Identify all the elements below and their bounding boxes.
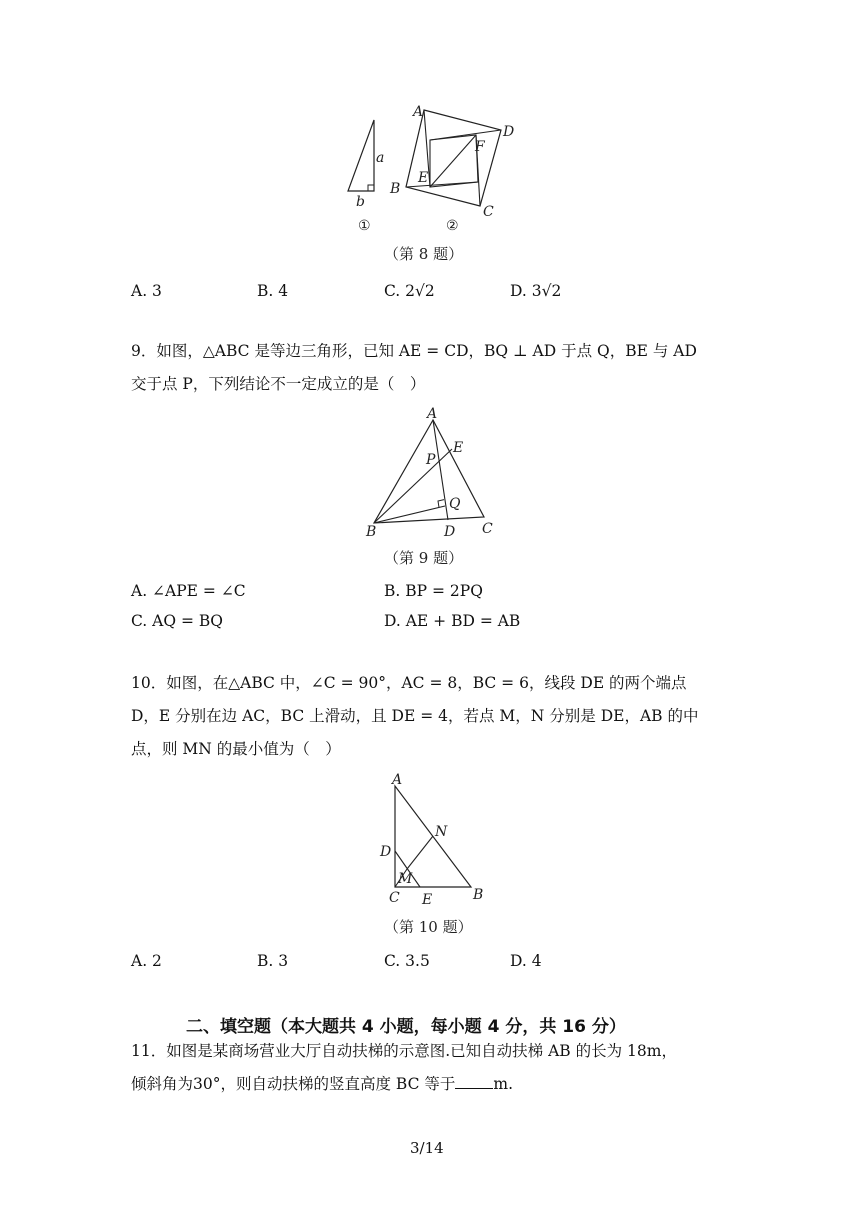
q10-label-M: M [398, 871, 413, 887]
q8-caption: （第 8 题） [384, 245, 464, 263]
q8-option-b: B. 4 [257, 282, 289, 300]
q9-label-B: B [366, 524, 377, 540]
q8-label-A: A [413, 104, 424, 120]
q9-segment-bq [374, 506, 445, 523]
q9-stem-line-1: 9．如图，△ABC 是等边三角形，已知 AE = CD，BQ ⊥ AD 于点 Q，BE 与 AD [131, 342, 697, 360]
q10-label-N: N [435, 824, 448, 840]
q8-marker-1: ① [358, 218, 371, 234]
q9-option-b: B. BP = 2PQ [384, 582, 483, 600]
q9-option-a: A. ∠APE = ∠C [131, 582, 246, 600]
q9-stem-line-2: 交于点 P，下列结论不一定成立的是（ ） [131, 375, 426, 393]
q11-unit: m. [493, 1075, 513, 1093]
q8-option-d: D. 3√2 [510, 282, 562, 300]
q10-label-C: C [389, 890, 400, 906]
q9-label-C: C [482, 521, 493, 537]
q8-option-a: A. 3 [131, 282, 162, 300]
q10-label-D: D [380, 844, 392, 860]
q9-label-D: D [444, 524, 456, 540]
section-2-heading: 二、填空题（本大题共 4 小题，每小题 4 分，共 16 分） [186, 1017, 626, 1037]
q9-label-A: A [427, 406, 438, 422]
q8-label-E: E [418, 170, 429, 186]
q10-option-d: D. 4 [510, 952, 542, 970]
q9-option-d: D. AE + BD = AB [384, 612, 521, 630]
q11-stem-line-1: 11．如图是某商场营业大厅自动扶梯的示意图.已知自动扶梯 AB 的长为 18m， [131, 1042, 677, 1060]
q8-option-c: C. 2√2 [384, 282, 435, 300]
q8-fig1-triangle [348, 120, 374, 191]
q8-fig2-outer-square [406, 110, 501, 206]
q8-label-D: D [503, 124, 515, 140]
q9-caption: （第 9 题） [384, 549, 464, 567]
q10-stem-line-2: D，E 分别在边 AC，BC 上滑动，且 DE = 4，若点 M，N 分别是 DE，AB 的中 [131, 707, 699, 725]
q9-label-P: P [426, 452, 436, 468]
q8-fig1-right-angle-mark [368, 185, 374, 191]
q8-figure [330, 98, 540, 238]
q10-label-E: E [422, 892, 433, 908]
q10-caption: （第 10 题） [384, 918, 473, 936]
q8-label-C: C [483, 204, 494, 220]
q10-stem-line-3: 点，则 MN 的最小值为（ ） [131, 740, 341, 758]
q10-option-c: C. 3.5 [384, 952, 430, 970]
q8-label-B: B [390, 181, 401, 197]
q11-stem-line-2 [131, 1073, 513, 1095]
q10-option-b: B. 3 [257, 952, 289, 970]
q11-stem-text: 倾斜角为30°，则自动扶梯的竖直高度 BC 等于 [131, 1075, 456, 1093]
q8-label-a: a [376, 150, 385, 166]
q9-segment-be [374, 449, 452, 523]
q10-figure [370, 768, 500, 908]
q9-label-Q: Q [449, 496, 461, 512]
q8-marker-2: ② [446, 218, 459, 234]
q9-option-c: C. AQ = BQ [131, 612, 224, 630]
q11-answer-blank[interactable] [455, 1074, 493, 1089]
q10-option-a: A. 2 [131, 952, 162, 970]
q10-stem-line-1: 10．如图，在△ABC 中，∠C = 90°，AC = 8，BC = 6，线段 DE 的两个端点 [131, 674, 687, 692]
q10-label-B: B [473, 887, 484, 903]
q8-label-b: b [356, 194, 365, 210]
q9-label-E: E [453, 440, 464, 456]
q10-segment-mn [407, 836, 433, 869]
q9-figure [360, 402, 510, 542]
q8-label-F: F [475, 139, 485, 155]
page-number: 3/14 [410, 1139, 444, 1157]
q8-fig2-diagonal-ef [430, 135, 476, 187]
q10-label-A: A [392, 772, 403, 788]
